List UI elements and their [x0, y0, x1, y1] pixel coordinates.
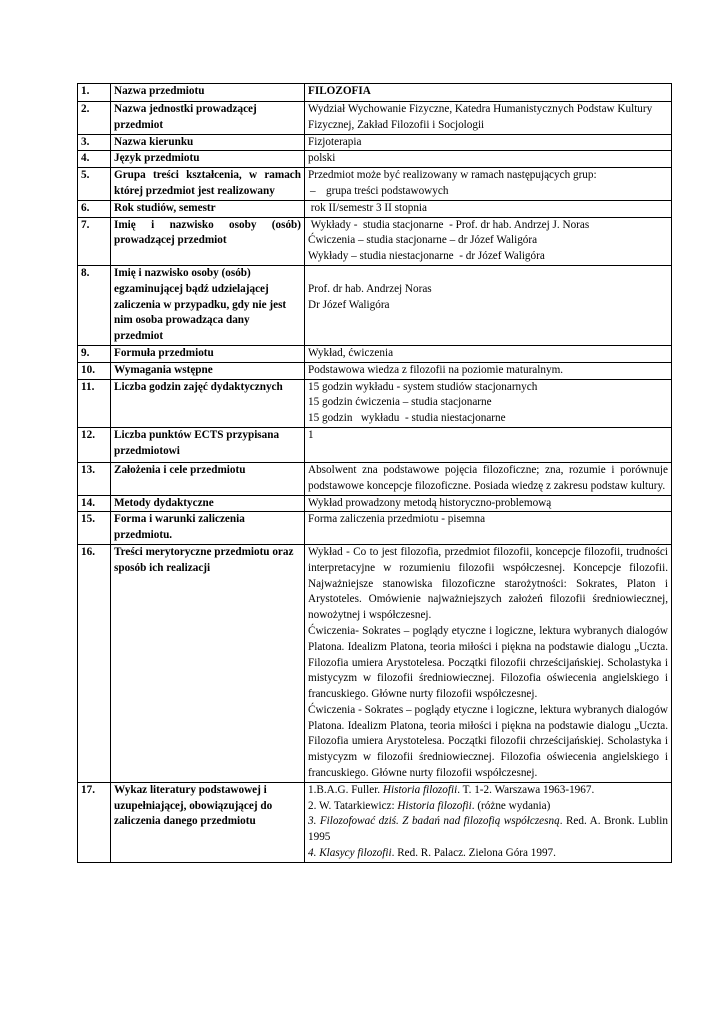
syllabus-table: [77, 83, 672, 863]
table-row: [78, 462, 672, 495]
literature-item: 3. Filozofować dziś. Z badań nad filozofią współczesną. Red. A. Bronk. Lublin 1995: [308, 815, 668, 844]
row-label: Założenia i cele przedmiotu: [111, 462, 305, 495]
table-row: [78, 782, 672, 862]
row-value-line: Prof. dr hab. Andrzej Noras: [308, 282, 432, 295]
row-label: Formuła przedmiotu: [111, 345, 305, 362]
row-number: 4.: [78, 151, 111, 168]
row-number: 17.: [78, 782, 111, 862]
row-number: 13.: [78, 462, 111, 495]
row-label: Nazwa kierunku: [111, 134, 305, 151]
row-label: Liczba godzin zajęć dydaktycznych: [111, 379, 305, 427]
table-row: [78, 544, 672, 782]
row-label: Treści merytoryczne przedmiotu oraz sposób ich realizacji: [111, 544, 305, 782]
row-value: [305, 168, 672, 201]
row-number: 7.: [78, 217, 111, 265]
literature-item: 2. W. Tatarkiewicz: Historia filozofii. (różne wydania): [308, 799, 551, 812]
row-number: 2.: [78, 102, 111, 135]
table-row: [78, 151, 672, 168]
row-value: Podstawowa wiedza z filozofii na poziomie maturalnym.: [305, 362, 672, 379]
row-value: 1: [305, 427, 672, 462]
row-value: [305, 379, 672, 427]
row-number: 8.: [78, 265, 111, 345]
table-row: [78, 102, 672, 135]
table-row: [78, 379, 672, 427]
row-number: 5.: [78, 168, 111, 201]
row-label: Rok studiów, semestr: [111, 200, 305, 217]
table-row: [78, 134, 672, 151]
table-row: [78, 495, 672, 512]
row-label: Forma i warunki zaliczenia przedmiotu.: [111, 512, 305, 545]
table-row: [78, 512, 672, 545]
row-value-line: 15 godzin ćwiczenia – studia stacjonarne: [308, 396, 492, 409]
row-value-line: 15 godzin wykładu - studia niestacjonarne: [308, 412, 506, 425]
row-number: 14.: [78, 495, 111, 512]
row-label: Język przedmiotu: [111, 151, 305, 168]
table-row: [78, 84, 672, 102]
row-value: [305, 265, 672, 345]
content-paragraph: Ćwiczenia- Sokrates – poglądy etyczne i logiczne, lektura wybranych dialogów Platona. Idealizm Platona, teoria miłości i piękna na podstawie dialogu „Uczta. Filozofia umiera Arystotelesa. Początki filozofii chrześcijańskiej. Scholastyka i mistycyzm w filozofii średniowiecznej. Filozofia oświecenia angielskiego i francuskiego. Główne nurty filozofii współczesnej.: [308, 624, 668, 701]
row-value: Fizjoterapia: [305, 134, 672, 151]
row-value: Wykład, ćwiczenia: [305, 345, 672, 362]
table-row: [78, 345, 672, 362]
row-number: 15.: [78, 512, 111, 545]
table-row: [78, 217, 672, 265]
row-number: 1.: [78, 84, 111, 102]
row-value: [305, 217, 672, 265]
row-number: 6.: [78, 200, 111, 217]
row-label: Wymagania wstępne: [111, 362, 305, 379]
literature-item: 4. Klasycy filozofii. Red. R. Palacz. Zielona Góra 1997.: [308, 847, 556, 860]
table-row: [78, 200, 672, 217]
row-value: rok II/semestr 3 II stopnia: [305, 200, 672, 217]
row-value-line: Wykłady - studia stacjonarne - Prof. dr hab. Andrzej J. Noras: [308, 218, 590, 231]
row-number: 9.: [78, 345, 111, 362]
row-number: 3.: [78, 134, 111, 151]
row-number: 12.: [78, 427, 111, 462]
row-label: Grupa treści kształcenia, w ramach której przedmiot jest realizowany: [111, 168, 305, 201]
row-number: 11.: [78, 379, 111, 427]
row-value-line: Ćwiczenia – studia stacjonarne – dr Józef Waligóra: [308, 234, 538, 247]
subject-title: FILOZOFIA: [305, 84, 672, 102]
row-value-text: grupa treści podstawowych: [326, 184, 449, 197]
row-number: 16.: [78, 544, 111, 782]
row-value-line: Dr Józef Waligóra: [308, 298, 390, 311]
row-label: Wykaz literatury podstawowej i uzupełniającej, obowiązującej do zaliczenia danego przedmiotu: [111, 782, 305, 862]
content-paragraph: Ćwiczenia - Sokrates – poglądy etyczne i logiczne, lektura wybranych dialogów Platona. Idealizm Platona, teoria miłości i piękna na podstawie dialogu „Uczta. Filozofia umiera Arystotelesa. Początki filozofii chrześcijańskiej. Scholastyka i mistycyzm w filozofii średniowiecznej. Filozofia oświecenia angielskiego i francuskiego. Główne nurty filozofii współczesnej.: [308, 703, 668, 780]
row-label: Metody dydaktyczne: [111, 495, 305, 512]
table-row: [78, 168, 672, 201]
row-value-line: Wykłady – studia niestacjonarne - dr Józef Waligóra: [308, 250, 545, 263]
row-value: Wydział Wychowanie Fizyczne, Katedra Humanistycznych Podstaw Kultury Fizycznej, Zakład Filozofii i Socjologii: [305, 102, 672, 135]
table-row: [78, 265, 672, 345]
row-value: [305, 782, 672, 862]
content-paragraph: Wykład - Co to jest filozofia, przedmiot filozofii, koncepcje filozofii, trudności interpretacyjne w rozumieniu filozofii współczesnej. Koncepcje filozofii. Najważniejsze stanowiska filozoficzne starożytności: Sokrates, Platon i Arystoteles. Omówienie najważniejszych założeń filozofii średniowiecznej, nowożytnej i współczesnej.: [308, 545, 668, 622]
literature-item: 1.B.A.G. Fuller. Historia filozofii. T. 1-2. Warszawa 1963-1967.: [308, 783, 595, 796]
row-label: Imię i nazwisko osoby (osób) egzaminującej bądź udzielającej zaliczenia w przypadku, gdy nie jest nim osoba prowadząca dany przedmiot: [111, 265, 305, 345]
row-value-line: Przedmiot może być realizowany w ramach następujących grup:: [308, 169, 597, 182]
row-label: Nazwa przedmiotu: [111, 84, 305, 102]
row-value: Absolwent zna podstawowe pojęcia filozoficzne; zna, rozumie i porównuje podstawowe koncepcje filozoficzne. Posiada wiedzę z zakresu podstaw kultury.: [305, 462, 672, 495]
row-value: Wykład prowadzony metodą historyczno-problemową: [305, 495, 672, 512]
row-value-line: [308, 184, 668, 200]
dash-bullet: –: [310, 184, 316, 197]
row-value-line: 15 godzin wykładu - system studiów stacjonarnych: [308, 380, 538, 393]
row-label: Nazwa jednostki prowadzącej przedmiot: [111, 102, 305, 135]
row-value: [305, 544, 672, 782]
row-number: 10.: [78, 362, 111, 379]
table-row: [78, 362, 672, 379]
row-value: polski: [305, 151, 672, 168]
row-value: Forma zaliczenia przedmiotu - pisemna: [305, 512, 672, 545]
row-label: Imię i nazwisko osoby (osób) prowadzącej przedmiot: [111, 217, 305, 265]
row-label: Liczba punktów ECTS przypisana przedmiotowi: [111, 427, 305, 462]
table-row: [78, 427, 672, 462]
